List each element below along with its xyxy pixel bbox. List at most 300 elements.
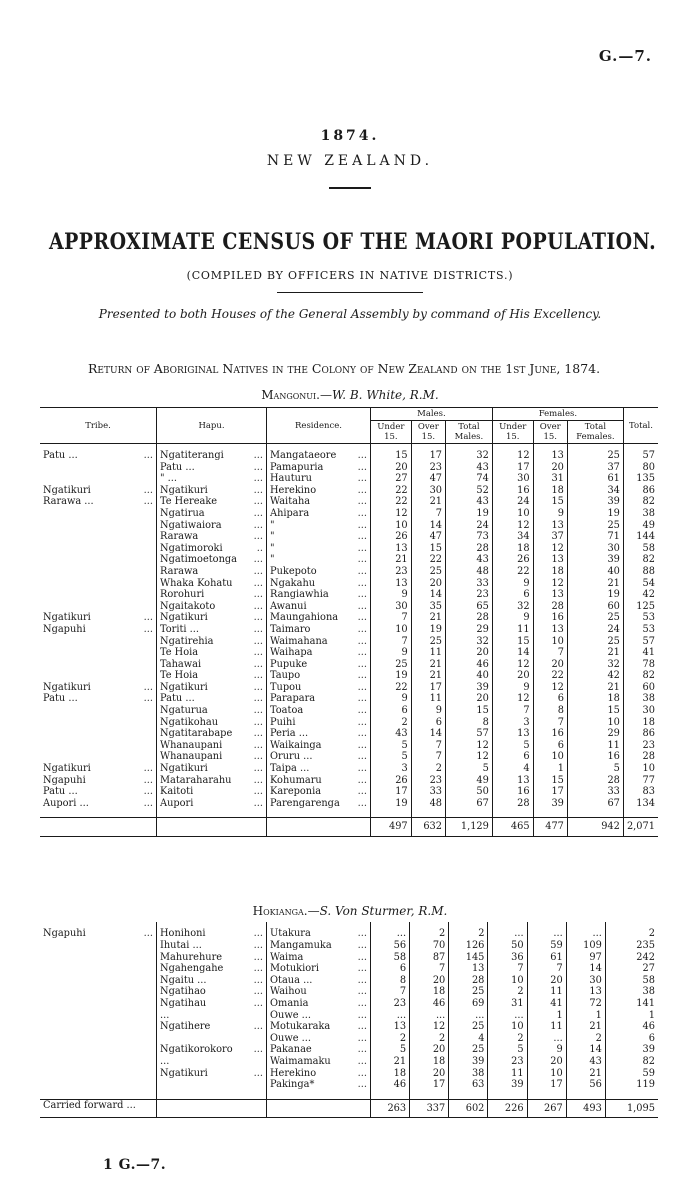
cell-females-over15: 37	[533, 531, 567, 543]
leader-dots: ...	[143, 681, 153, 693]
cell-females-over15: 11	[527, 1021, 566, 1033]
cell-residence-text: Peria ...	[270, 728, 309, 740]
cell-females-under15: 12	[492, 659, 533, 671]
leader-dots: ...	[143, 763, 153, 775]
cell-hapu-text: Ngatitarabape	[160, 728, 233, 740]
cell-total-males: 28	[446, 543, 493, 555]
cell-total-females: 25	[567, 636, 623, 648]
cell-tribe	[40, 728, 157, 740]
cell-residence	[267, 647, 371, 659]
cell-hapu	[157, 682, 267, 694]
leader-dots: ...	[357, 986, 367, 998]
cell-females-under15: 10	[488, 975, 527, 987]
col-hapu: Hapu.	[157, 408, 267, 444]
cell-residence	[267, 1044, 371, 1056]
cell-residence-text: Motukaraka	[270, 1021, 331, 1033]
cell-total-females: 60	[567, 601, 623, 613]
cell-males-under15: 22	[371, 496, 412, 508]
leader-dots: ...	[253, 786, 263, 798]
total-males-over15: 632	[411, 818, 445, 837]
cell-residence-text: Oruru ...	[270, 751, 313, 763]
cell-males-over15: 20	[411, 578, 445, 590]
cell-total-females: ...	[566, 922, 605, 940]
leader-dots: ...	[253, 473, 263, 485]
cell-hapu	[157, 1056, 267, 1068]
leader-dots: ...	[253, 1044, 263, 1056]
col-residence: Residence.	[267, 408, 371, 444]
cell-males-under15: 13	[371, 578, 412, 590]
cell-males-under15: 21	[371, 1056, 410, 1068]
leader-dots: ...	[357, 951, 367, 963]
cell-total-females: 21	[567, 682, 623, 694]
spacer-cell	[157, 809, 267, 818]
cell-hapu	[157, 986, 267, 998]
officer-name: —S. Von Sturmer, R.M.	[307, 904, 448, 918]
spacer-cell	[267, 809, 371, 818]
cell-females-over15: 12	[533, 682, 567, 694]
cell-hapu	[157, 647, 267, 659]
leader-dots: ...	[253, 589, 263, 601]
cell-tribe-text: Ngapuhi	[43, 774, 86, 786]
table-row	[40, 1021, 658, 1033]
cell-total: 38	[623, 508, 658, 520]
cell-hapu	[157, 578, 267, 590]
leader-dots: ...	[357, 928, 367, 939]
cell-total-males: 63	[449, 1079, 488, 1091]
cell-males-over15: 87	[410, 952, 449, 964]
leader-dots: ...	[253, 963, 263, 975]
cell-males-under15: 15	[371, 444, 412, 462]
cell-males-under15: 17	[371, 786, 412, 798]
cell-total-females: 5	[567, 763, 623, 775]
cell-tribe	[40, 998, 157, 1010]
cell-males-over15: 7	[411, 508, 445, 520]
leader-dots: ...	[253, 774, 263, 786]
country-heading: NEW ZEALAND.	[266, 153, 434, 169]
table-row	[40, 1079, 658, 1091]
table-row	[40, 986, 658, 998]
spacer-cell	[492, 809, 533, 818]
table-row	[40, 1044, 658, 1056]
cell-males-over15: 25	[411, 636, 445, 648]
cell-residence-text: Waihapa	[270, 647, 313, 659]
cell-residence	[267, 818, 371, 837]
cell-total-females: 40	[567, 566, 623, 578]
district-name: Mangonui.	[261, 388, 320, 402]
spacer-cell	[488, 1091, 527, 1100]
cell-residence	[267, 531, 371, 543]
cell-residence-text: Ahipara	[270, 507, 310, 519]
table-row	[40, 520, 658, 532]
cell-residence	[267, 566, 371, 578]
cell-hapu	[157, 462, 267, 474]
cell-total-males: 145	[449, 952, 488, 964]
cell-residence	[267, 1068, 371, 1080]
cell-males-under15: 7	[371, 612, 412, 624]
cell-tribe	[40, 496, 157, 508]
table-row	[40, 1068, 658, 1080]
cell-total-females: 56	[566, 1079, 605, 1091]
leader-dots: ...	[253, 716, 263, 728]
cell-females-over15: 61	[527, 952, 566, 964]
cell-hapu	[157, 531, 267, 543]
report-year: 1874.	[320, 128, 380, 144]
cell-hapu-text: Rorohuri	[160, 589, 205, 601]
leader-dots: ...	[357, 1021, 367, 1033]
cell-males-under15: 23	[371, 998, 410, 1010]
leader-dots: ...	[357, 786, 367, 798]
cell-total-males: 52	[446, 485, 493, 497]
cell-residence-text: "	[270, 554, 275, 566]
cell-males-over15: 21	[411, 670, 445, 682]
cell-total-females: 30	[566, 975, 605, 987]
cell-total-males: 29	[446, 624, 493, 636]
col-females-under15: Under 15.	[492, 421, 533, 444]
cell-females-under15: 50	[488, 940, 527, 952]
cell-total-males: 65	[446, 601, 493, 613]
cell-total-females: 18	[567, 693, 623, 705]
cell-hapu	[157, 786, 267, 798]
cell-tribe-text: Ngatikuri	[43, 612, 91, 624]
table-row	[40, 940, 658, 952]
cell-total-females: 43	[566, 1056, 605, 1068]
spacer-cell	[527, 1091, 566, 1100]
cell-males-over15: 47	[411, 473, 445, 485]
cell-tribe	[40, 922, 157, 940]
leader-dots: ...	[357, 565, 367, 577]
col-males-over15: Over 15.	[411, 421, 445, 444]
cell-tribe	[40, 485, 157, 497]
cell-hapu	[157, 543, 267, 555]
cell-hapu	[157, 1044, 267, 1056]
cell-males-over15: 21	[411, 659, 445, 671]
grand-total: 2,071	[623, 818, 658, 837]
cell-females-over15: 1	[533, 763, 567, 775]
cell-total-females: 21	[566, 1068, 605, 1080]
cell-total-females: 14	[566, 963, 605, 975]
cell-females-under15: 2	[488, 986, 527, 998]
cell-males-under15: 58	[371, 952, 410, 964]
cell-hapu-text: Toriti ...	[160, 623, 200, 635]
leader-dots: ...	[357, 693, 367, 705]
leader-dots: ...	[357, 728, 367, 740]
cell-tribe-text: Patu ...	[43, 693, 78, 705]
cell-total-males: 20	[446, 647, 493, 659]
leader-dots: ...	[143, 786, 153, 798]
leader-dots: ...	[357, 450, 367, 461]
cell-females-over15: 9	[533, 508, 567, 520]
cell-hapu-text: Ngatikuri	[160, 763, 208, 775]
cell-total-females: 39	[567, 496, 623, 508]
cell-tribe	[40, 647, 157, 659]
spacer-row	[40, 809, 658, 818]
cell-tribe	[40, 1056, 157, 1068]
cell-total: 49	[623, 520, 658, 532]
cell-males-under15: 10	[371, 520, 412, 532]
cell-residence	[267, 578, 371, 590]
cell-females-under15: ...	[488, 1010, 527, 1022]
spacer-cell	[267, 1091, 371, 1100]
cell-males-under15: 21	[371, 554, 412, 566]
cell-residence-text: Otaua ...	[270, 974, 313, 986]
cell-total: 30	[623, 705, 658, 717]
cell-total: 86	[623, 485, 658, 497]
table-row	[40, 963, 658, 975]
cell-hapu	[157, 496, 267, 508]
cell-residence-text: Tupou	[270, 681, 302, 693]
cell-residence-text: Herekino	[270, 1067, 317, 1079]
cell-hapu-text: Ngaitu ...	[160, 974, 207, 986]
table-row	[40, 578, 658, 590]
spacer-row	[40, 1091, 658, 1100]
col-males-under15: Under 15.	[371, 421, 412, 444]
cell-tribe	[40, 705, 157, 717]
cell-females-over15: 17	[533, 786, 567, 798]
cell-hapu-text: Whanaupani	[160, 751, 223, 763]
cell-females-under15: 2	[488, 1033, 527, 1045]
cell-tribe	[40, 1021, 157, 1033]
cell-total-females: 21	[566, 1021, 605, 1033]
table-row	[40, 763, 658, 775]
col-total-females: Total Females.	[567, 421, 623, 444]
cell-hapu-text: Kaitoti	[160, 786, 194, 798]
cell-females-under15: 6	[492, 589, 533, 601]
cell-tribe	[40, 473, 157, 485]
table-row	[40, 566, 658, 578]
cell-females-under15: 7	[488, 963, 527, 975]
cell-total-males: 25	[449, 1021, 488, 1033]
cell-total-males: 5	[446, 763, 493, 775]
cell-total-females: 34	[567, 485, 623, 497]
leader-dots: ...	[357, 940, 367, 951]
cell-males-over15: 15	[411, 543, 445, 555]
cell-males-over15: 7	[411, 740, 445, 752]
cell-hapu-text: Tahawai	[160, 658, 202, 670]
cell-residence	[267, 1021, 371, 1033]
leader-dots: ...	[357, 797, 367, 809]
page-reference: G.—7.	[598, 47, 652, 65]
spacer-cell	[449, 1091, 488, 1100]
section-heading-hokianga	[0, 904, 700, 918]
leader-dots: ...	[253, 531, 263, 543]
leader-dots: ...	[357, 1067, 367, 1079]
cell-total-males: 8	[446, 717, 493, 729]
cell-females-over15: 16	[533, 612, 567, 624]
cell-tribe-text: Rarawa ...	[43, 496, 94, 508]
table-row	[40, 775, 658, 787]
cell-total-males: 20	[446, 693, 493, 705]
table-row	[40, 740, 658, 752]
cell-total: 135	[623, 473, 658, 485]
cell-tribe	[40, 1079, 157, 1091]
cell-females-over15: 20	[527, 1056, 566, 1068]
leader-dots: ...	[253, 928, 263, 939]
cell-hapu-text: Ngatiterangi	[160, 450, 224, 461]
cell-females-under15: 11	[492, 624, 533, 636]
cell-total: 83	[623, 786, 658, 798]
cell-hapu-text: ...	[160, 1009, 170, 1021]
cell-residence	[267, 998, 371, 1010]
cell-hapu	[157, 601, 267, 613]
cell-residence	[267, 786, 371, 798]
cell-total: 78	[623, 659, 658, 671]
cell-residence-text: Waikainga	[270, 739, 322, 751]
cell-hapu-text: Ngatirehia	[160, 635, 214, 647]
cell-residence-text: Pakinga*	[270, 1079, 315, 1091]
cell-residence-text: Taimaro	[270, 623, 311, 635]
cell-hapu-text: Te Hereake	[160, 496, 218, 508]
cell-females-over15: 10	[527, 1068, 566, 1080]
cell-residence-text: Kareponia	[270, 786, 322, 798]
leader-dots: ...	[357, 600, 367, 612]
cell-females-under15: 15	[492, 636, 533, 648]
cell-females-under15: 32	[492, 601, 533, 613]
cell-residence-text: Taupo	[270, 670, 301, 682]
cell-hapu	[157, 444, 267, 462]
cell-total-males: 126	[449, 940, 488, 952]
cell-residence	[267, 963, 371, 975]
table-row	[40, 636, 658, 648]
cell-residence	[267, 740, 371, 752]
cell-females-under15: 5	[492, 740, 533, 752]
table-row	[40, 682, 658, 694]
cell-residence	[267, 543, 371, 555]
cell-tribe	[40, 601, 157, 613]
cell-residence	[267, 682, 371, 694]
cell-females-over15: 18	[533, 485, 567, 497]
cell-total-females: 13	[566, 986, 605, 998]
cell-hapu-text: Ngatikorokoro	[160, 1044, 233, 1056]
leader-dots: ...	[357, 473, 367, 485]
cell-males-under15: 13	[371, 543, 412, 555]
cell-residence	[267, 636, 371, 648]
cell-total: 6	[605, 1033, 658, 1045]
leader-dots: ...	[253, 997, 263, 1009]
cell-females-over15: 41	[527, 998, 566, 1010]
cell-residence-text: "	[270, 519, 275, 531]
cell-females-over15: 22	[533, 670, 567, 682]
cell-males-under15: 56	[371, 940, 410, 952]
district-name: Hokianga.	[252, 904, 308, 918]
cell-tribe	[40, 1044, 157, 1056]
cell-total-males: 40	[446, 670, 493, 682]
cell-males-over15: 7	[410, 963, 449, 975]
cell-total-males: 38	[449, 1068, 488, 1080]
cell-hapu	[157, 922, 267, 940]
cell-males-over15: 35	[411, 601, 445, 613]
totals-row	[40, 818, 658, 837]
leader-dots: ...	[357, 496, 367, 508]
cell-hapu	[157, 473, 267, 485]
cell-tribe	[40, 624, 157, 636]
cell-males-over15: 17	[410, 1079, 449, 1091]
cell-females-over15: 13	[533, 624, 567, 636]
cell-total-males: 4	[449, 1033, 488, 1045]
cell-males-over15: 11	[411, 647, 445, 659]
cell-females-over15: 7	[533, 717, 567, 729]
cell-residence-text: Waihou	[270, 986, 307, 998]
cell-total: 242	[605, 952, 658, 964]
cell-females-over15: 7	[533, 647, 567, 659]
cell-total: 235	[605, 940, 658, 952]
cell-males-over15: 12	[410, 1021, 449, 1033]
table-row	[40, 922, 658, 940]
cell-females-over15: 13	[533, 520, 567, 532]
total-males-under15: 497	[371, 818, 412, 837]
table-row	[40, 444, 658, 462]
cell-hapu-text: Patu ...	[160, 461, 195, 473]
cell-total: 41	[623, 647, 658, 659]
cell-total: 141	[605, 998, 658, 1010]
cell-residence	[267, 775, 371, 787]
cell-tribe	[40, 763, 157, 775]
cell-females-under15: 24	[492, 496, 533, 508]
cell-females-under15: 26	[492, 554, 533, 566]
cell-total: 82	[605, 1056, 658, 1068]
cell-residence-text: Ouwe ...	[270, 1009, 311, 1021]
table-row	[40, 705, 658, 717]
cell-total: 54	[623, 578, 658, 590]
leader-dots: ...	[357, 716, 367, 728]
cell-males-over15: 23	[411, 775, 445, 787]
leader-dots: ...	[253, 519, 263, 531]
cell-total-males: 50	[446, 786, 493, 798]
cell-hapu	[157, 1010, 267, 1022]
cell-hapu	[157, 717, 267, 729]
leader-dots: ...	[253, 565, 263, 577]
cell-residence-text: Omania	[270, 997, 309, 1009]
table-row	[40, 589, 658, 601]
cell-tribe-text: Ngapuhi	[43, 623, 86, 635]
cell-residence	[267, 952, 371, 964]
cell-total-males: 57	[446, 728, 493, 740]
table-body	[40, 444, 658, 837]
cell-total-males: 25	[449, 986, 488, 998]
cell-total-females: 32	[567, 659, 623, 671]
table-row	[40, 728, 658, 740]
leader-dots: ...	[253, 986, 263, 998]
cell-females-under15: 20	[492, 670, 533, 682]
census-table-mangonui	[40, 407, 658, 837]
cell-residence-text: "	[270, 542, 275, 554]
cell-males-under15: 5	[371, 1044, 410, 1056]
cell-females-over15: 13	[533, 444, 567, 462]
table-row	[40, 485, 658, 497]
cell-residence	[267, 1079, 371, 1091]
cell-total-females: 16	[567, 751, 623, 763]
cell-total: 82	[623, 496, 658, 508]
leader-dots: ...	[143, 693, 153, 705]
table-row	[40, 473, 658, 485]
cell-tribe	[40, 520, 157, 532]
cell-males-over15: 9	[411, 705, 445, 717]
cell-total: 144	[623, 531, 658, 543]
spacer-cell	[605, 1091, 658, 1100]
spacer-cell	[40, 1091, 157, 1100]
cell-hapu	[157, 1033, 267, 1045]
spacer-cell	[566, 1091, 605, 1100]
cell-total-females: 25	[567, 520, 623, 532]
subtitle-rule	[277, 292, 423, 293]
cell-total: 42	[623, 589, 658, 601]
cell-males-over15: 2	[410, 922, 449, 940]
spacer-cell	[371, 809, 412, 818]
cell-hapu-text: ...	[160, 1055, 170, 1067]
cell-total-females: 29	[567, 728, 623, 740]
leader-dots: ...	[253, 974, 263, 986]
cell-females-over15: 15	[533, 496, 567, 508]
cell-residence-text: Waimahana	[270, 635, 328, 647]
